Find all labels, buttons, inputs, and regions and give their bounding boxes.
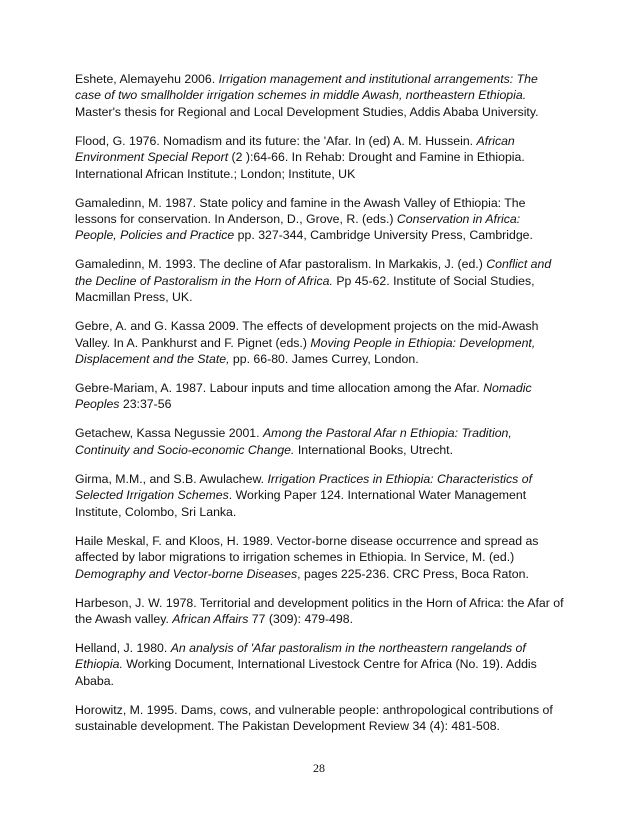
reference-title-italic: An analysis of 'Afar pastoralism in the northeastern rangelands of Ethiopia. [75, 640, 526, 672]
reference-entry [75, 425, 565, 458]
reference-text: Working Document, International Livestock Centre for Africa (No. 19). Addis Ababa. [75, 657, 537, 688]
reference-text: International Books, Utrecht. [294, 442, 454, 457]
reference-text: Getachew, Kassa Negussie 2001. [75, 426, 263, 441]
reference-title-italic: Irrigation management and institutional arrangements: The case of two smallholder irrigation schemes in middle Awash, northeastern Ethiopia. [75, 72, 538, 103]
reference-entry [75, 195, 565, 244]
reference-entry [75, 380, 565, 413]
reference-title-italic: Conflict and the Decline of Pastoralism in the Horn of Africa. [75, 257, 552, 288]
reference-entry [75, 640, 565, 689]
reference-title-italic: Conservation in Africa: People, Policies and Practice [75, 212, 521, 243]
reference-text: Haile Meskal, F. and Kloos, H. 1989. Vector-borne disease occurrence and spread as affected by labor migrations to irrigation schemes in Ethiopia. In Service, M. (ed.) [75, 533, 539, 565]
reference-text: Girma, M.M., and S.B. Awulachew. [75, 471, 268, 486]
reference-text: , pages 225-236. CRC Press, Boca Raton. [297, 566, 529, 581]
reference-title-italic: Demography and Vector-borne Diseases [75, 566, 298, 581]
reference-entry [75, 595, 565, 628]
reference-entry [75, 471, 565, 520]
reference-text: Eshete, Alemayehu 2006. [75, 72, 219, 86]
reference-text: Gebre, A. and G. Kassa 2009. The effects of development projects on the mid-Awash Valley. In A. Pankhurst and F. Pignet (eds.) [75, 319, 539, 350]
reference-text: (2 ):64-66. In Rehab: Drought and Famine in Ethiopia. International African Institute.; London; Institute, UK [75, 150, 525, 181]
reference-title-italic: Among the Pastoral Afar n Ethiopia: Tradition, Continuity and Socio-economic Change. [75, 426, 512, 457]
reference-title-italic: African Affairs [172, 611, 249, 626]
reference-title-italic: Moving People in Ethiopia: Development, Displacement and the State, [75, 335, 536, 367]
reference-text: Helland, J. 1980. [75, 640, 171, 655]
reference-text: Horowitz, M. 1995. Dams, cows, and vulnerable people: anthropological contributions of sustainable development. The Pakistan Development Review 34 (4): 481-508. [75, 702, 553, 734]
reference-text: Gebre-Mariam, A. 1987. Labour inputs and time allocation among the Afar. [75, 381, 484, 396]
reference-entry [75, 702, 565, 735]
reference-text: Harbeson, J. W. 1978. Territorial and development politics in the Horn of Africa: the Afar of the Awash valley. [75, 595, 564, 626]
reference-text: Master's thesis for Regional and Local Development Studies, Addis Ababa University. [75, 104, 539, 119]
reference-title-italic: Irrigation Practices in Ethiopia: Characteristics of Selected Irrigation Schemes [75, 471, 532, 503]
reference-title-italic: African Environment Special Report [75, 133, 515, 165]
reference-text: Gamaledinn, M. 1993. The decline of Afar pastoralism. In Markakis, J. (ed.) [75, 257, 487, 272]
reference-entry [75, 318, 565, 367]
reference-text: pp. 327-344, Cambridge University Press, Cambridge. [234, 228, 533, 243]
reference-entry [75, 256, 565, 305]
reference-entry [75, 71, 565, 120]
reference-text: Gamaledinn, M. 1987. State policy and famine in the Awash Valley of Ethiopia: The lessons for conservation. In Anderson, D., Grove, R. (eds.) [75, 195, 526, 227]
reference-text: Flood, G. 1976. Nomadism and its future: the 'Afar. In (ed) A. M. Hussein. [75, 133, 477, 148]
reference-text: Pp 45-62. Institute of Social Studies, Macmillan Press, UK. [75, 273, 535, 305]
reference-text: 23:37-56 [119, 397, 172, 412]
reference-title-italic: Nomadic Peoples [75, 381, 532, 412]
page-number: 28 [313, 761, 325, 775]
reference-entry [75, 133, 565, 182]
reference-text: . Working Paper 124. International Water Management Institute, Colombo, Sri Lanka. [75, 488, 527, 519]
reference-list [75, 71, 565, 747]
reference-text: pp. 66-80. James Currey, London. [229, 352, 419, 367]
reference-entry [75, 533, 565, 582]
reference-text: 77 (309): 479-498. [248, 611, 353, 626]
